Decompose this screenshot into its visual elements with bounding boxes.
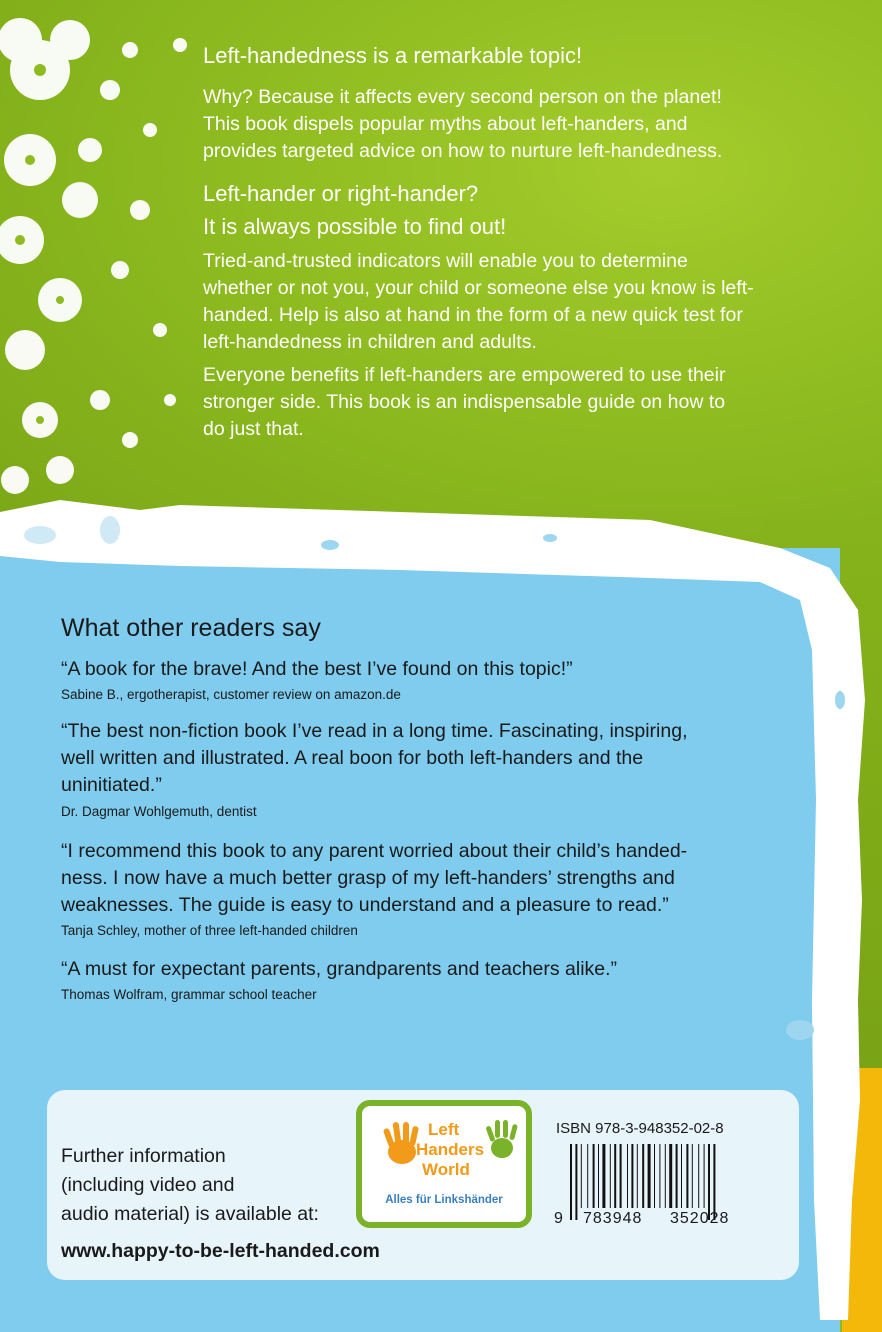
- barcode-bar: [598, 1144, 599, 1208]
- barcode-bar: [627, 1144, 628, 1208]
- barcode-bar: [593, 1144, 595, 1208]
- barcode-bar: [708, 1144, 710, 1220]
- review-author: Dr. Dagmar Wohlgemuth, dentist: [61, 804, 257, 819]
- logo-text-handers: Handers: [416, 1140, 485, 1159]
- barcode-bar: [648, 1144, 651, 1208]
- review-4: [61, 956, 801, 1002]
- review-author: Tanja Schley, mother of three left-handed children: [61, 923, 358, 938]
- text-line: Left-hander or right-hander?: [203, 181, 479, 206]
- review-quote: “The best non-fiction book I’ve read in a long time. Fascinating, inspiring,: [61, 720, 688, 742]
- barcode-bar: [614, 1144, 616, 1208]
- barcode-bar: [575, 1144, 577, 1220]
- logo-tagline: Alles für Linkshänder: [385, 1194, 503, 1206]
- barcode-bar: [698, 1144, 699, 1208]
- review-author: Thomas Wolfram, grammar school teacher: [61, 987, 317, 1002]
- text-line: audio material) is available at:: [61, 1203, 319, 1225]
- barcode-digit-first: 9: [554, 1210, 563, 1227]
- barcode-bar: [654, 1144, 655, 1208]
- review-quote: “A must for expectant parents, grandparents and teachers alike.”: [61, 958, 618, 980]
- barcode-bar: [713, 1144, 715, 1220]
- barcode-digits-group-2: 352028: [670, 1210, 730, 1227]
- info-text: [61, 1142, 319, 1229]
- barcode-bar: [659, 1144, 660, 1208]
- text-line: Further information: [61, 1145, 226, 1167]
- review-3: [61, 838, 801, 938]
- review-quote: ness. I now have a much better grasp of my left-handers’ strengths and: [61, 867, 675, 889]
- text-line: provides targeted advice on how to nurture left-handedness.: [203, 140, 723, 162]
- logo-text-world: World: [422, 1160, 470, 1179]
- text-line: (including video and: [61, 1174, 235, 1196]
- text-line: Tried-and-trusted indicators will enable you to determine: [203, 250, 688, 272]
- review-quote: well written and illustrated. A real boon for both left-handers and the: [61, 747, 644, 769]
- text-line: handed. Help is also at hand in the form of a new quick test for: [203, 304, 743, 326]
- isbn-label: ISBN 978-3-948352-02-8: [556, 1120, 724, 1137]
- barcode-bar: [665, 1144, 666, 1208]
- barcode-bar: [581, 1144, 582, 1208]
- barcode-bar: [620, 1144, 622, 1208]
- website-link[interactable]: www.happy-to-be-left-handed.com: [61, 1240, 380, 1262]
- intro-heading-2: [203, 177, 506, 243]
- intro-heading: Left-handedness is a remarkable topic!: [203, 43, 583, 68]
- review-quote: uninitiated.”: [61, 774, 162, 796]
- review-author: Sabine B., ergotherapist, customer review on amazon.de: [61, 687, 401, 702]
- text-line: do just that.: [203, 418, 304, 440]
- text-line: stronger side. This book is an indispensable guide on how to: [203, 391, 726, 413]
- intro-paragraph-1: [203, 84, 843, 165]
- review-quote: “I recommend this book to any parent worried about their child’s handed-: [61, 840, 688, 862]
- flower-decoration: [0, 0, 200, 520]
- intro-paragraph-2: [203, 248, 843, 356]
- text-line: whether or not you, your child or someone else you know is left-: [203, 277, 754, 299]
- barcode-bar: [642, 1144, 644, 1208]
- text-line: left-handedness in children and adults.: [203, 331, 537, 353]
- text-line: It is always possible to find out!: [203, 214, 507, 239]
- barcode-bar: [692, 1144, 693, 1208]
- intro-paragraph-3: [203, 362, 843, 443]
- reviews-title: What other readers say: [61, 614, 321, 642]
- barcode-bar: [686, 1144, 688, 1208]
- text-line: Why? Because it affects every second person on the planet!: [203, 86, 722, 108]
- barcode-bar: [669, 1144, 672, 1208]
- barcode: [568, 1144, 740, 1220]
- text-line: This book dispels popular myths about left-handers, and: [203, 113, 688, 135]
- barcode-bar: [570, 1144, 572, 1220]
- barcode-digits-group-1: 783948: [583, 1210, 643, 1227]
- hand-print-icon: [480, 1114, 526, 1164]
- left-handers-world-logo: [356, 1100, 532, 1228]
- logo-text-left: Left: [428, 1120, 460, 1139]
- review-quote: weaknesses. The guide is easy to understand and a pleasure to read.”: [61, 894, 669, 916]
- barcode-bar: [631, 1144, 633, 1208]
- review-1: [61, 656, 801, 702]
- barcode-bar: [602, 1144, 605, 1208]
- barcode-bar: [610, 1144, 611, 1208]
- text-line: Everyone benefits if left-handers are empowered to use their: [203, 364, 726, 386]
- review-2: [61, 718, 801, 819]
- review-quote: “A book for the brave! And the best I’ve found on this topic!”: [61, 658, 573, 680]
- barcode-bar: [676, 1144, 678, 1208]
- barcode-bar: [704, 1144, 705, 1208]
- barcode-bar: [587, 1144, 588, 1208]
- barcode-bar: [637, 1144, 638, 1208]
- barcode-bar: [681, 1144, 682, 1208]
